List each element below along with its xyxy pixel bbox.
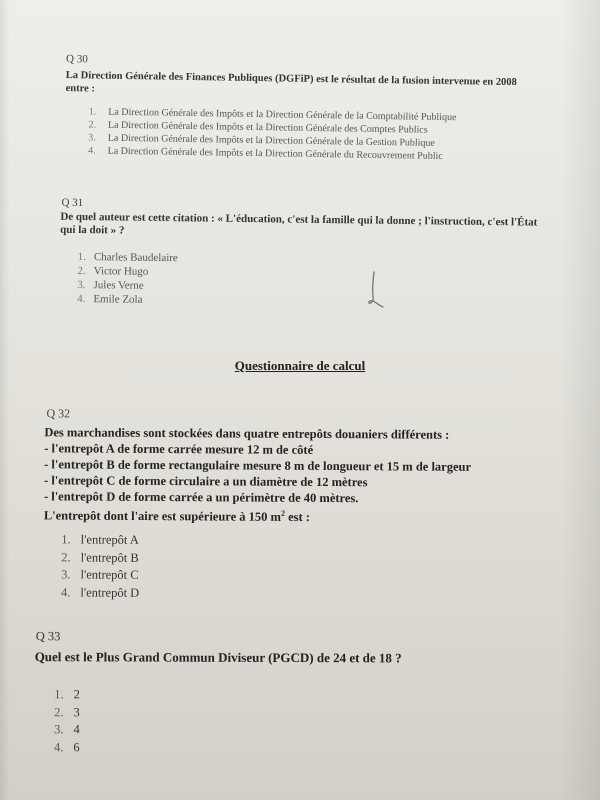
option-number: 1. xyxy=(88,106,97,118)
option-text: La Direction Générale des Impôts et la Direction Générale des Comptes Publics xyxy=(107,119,428,136)
question-30-options xyxy=(82,105,457,163)
option-item xyxy=(71,278,177,293)
option-text: 2 xyxy=(73,687,80,702)
option-number: 3. xyxy=(77,278,86,292)
question-31-label: Q 31 xyxy=(61,196,84,210)
question-final-line xyxy=(44,504,544,526)
question-line: - l'entrepôt A de forme carrée mesure 12 m de côté xyxy=(44,441,314,457)
option-item xyxy=(49,704,79,722)
option-text: Charles Baudelaire xyxy=(93,251,178,265)
option-number: 4. xyxy=(53,739,64,754)
question-32-options xyxy=(56,531,139,602)
option-number: 2. xyxy=(54,704,64,719)
option-number: 3. xyxy=(88,132,96,144)
option-number: 3. xyxy=(61,567,71,582)
option-number: 2. xyxy=(61,549,71,564)
option-number: 4. xyxy=(77,292,86,306)
option-text: Emile Zola xyxy=(93,293,143,306)
option-number: 1. xyxy=(77,250,86,264)
question-30-label: Q 30 xyxy=(65,53,88,66)
option-item xyxy=(56,566,139,584)
option-number: 1. xyxy=(54,687,64,702)
option-text: 4 xyxy=(73,722,80,737)
option-number: 2. xyxy=(77,264,86,278)
question-33-text: Quel est le Plus Grand Commun Diviseur (PGCD) de 24 et de 18 ? xyxy=(34,649,402,666)
question-33-options xyxy=(49,686,79,756)
option-item xyxy=(71,292,177,307)
option-text: 6 xyxy=(73,739,80,754)
option-number: 2. xyxy=(88,119,97,131)
option-item xyxy=(56,584,139,602)
option-text: Jules Verne xyxy=(93,279,144,292)
section-title: Questionnaire de calcul xyxy=(234,358,366,373)
option-item xyxy=(49,721,79,739)
option-number: 4. xyxy=(88,145,96,157)
option-text: l'entrepôt A xyxy=(80,532,139,547)
handwritten-mark-icon xyxy=(360,270,390,310)
question-31-options xyxy=(71,250,178,307)
question-final-tail: est : xyxy=(284,509,311,525)
question-30-block xyxy=(0,0,600,162)
question-30-text: La Direction Générale des Finances Publiques (DGFiP) est le résultat de la fusion intervenue en 2008 entre : xyxy=(65,70,517,95)
question-line: Des marchandises sont stockées dans quatre entrepôts douaniers différents : xyxy=(44,425,450,442)
option-item xyxy=(49,739,79,757)
question-final-text: L'entrepôt dont l'aire est supérieure à 150 m xyxy=(43,508,282,524)
option-item xyxy=(50,686,80,704)
option-item xyxy=(57,531,140,549)
superscript-exponent: 2 xyxy=(280,508,286,518)
question-32-text xyxy=(44,424,545,526)
question-line: - l'entrepôt D de forme carrée a un périmètre de 40 mètres. xyxy=(43,489,359,506)
option-item xyxy=(72,250,178,265)
option-text: l'entrepôt C xyxy=(80,567,139,582)
question-line: - l'entrepôt C de forme circulaire a un diamètre de 12 mètres xyxy=(44,473,368,490)
option-item xyxy=(57,549,140,567)
option-text: Victor Hugo xyxy=(93,265,149,278)
option-text: La Direction Générale des Impôts et la Direction Générale de la Gestion Publique xyxy=(107,132,435,149)
option-text: 3 xyxy=(73,704,80,719)
question-31-text: De quel auteur est cette citation : « L'éducation, c'est la famille qui la donne ; l'instruction, c'est l'État qui la doit » ? xyxy=(60,210,538,237)
option-text: l'entrepôt D xyxy=(80,585,140,600)
option-number: 4. xyxy=(60,584,71,599)
option-text: La Direction Générale des Impôts et la Direction Générale de la Comptabilité Publique xyxy=(108,106,457,124)
option-number: 3. xyxy=(54,722,64,737)
option-item xyxy=(72,264,178,279)
question-33-label: Q 33 xyxy=(35,629,61,644)
option-text: La Direction Générale des Impôts et la Direction Générale du Recouvrement Public xyxy=(107,145,443,162)
option-number: 1. xyxy=(61,532,71,547)
question-line: - l'entrepôt B de forme rectangulaire mesure 8 m de longueur et 15 m de largeur xyxy=(44,457,472,474)
option-text: l'entrepôt B xyxy=(80,550,139,565)
question-32-label: Q 32 xyxy=(46,406,71,421)
